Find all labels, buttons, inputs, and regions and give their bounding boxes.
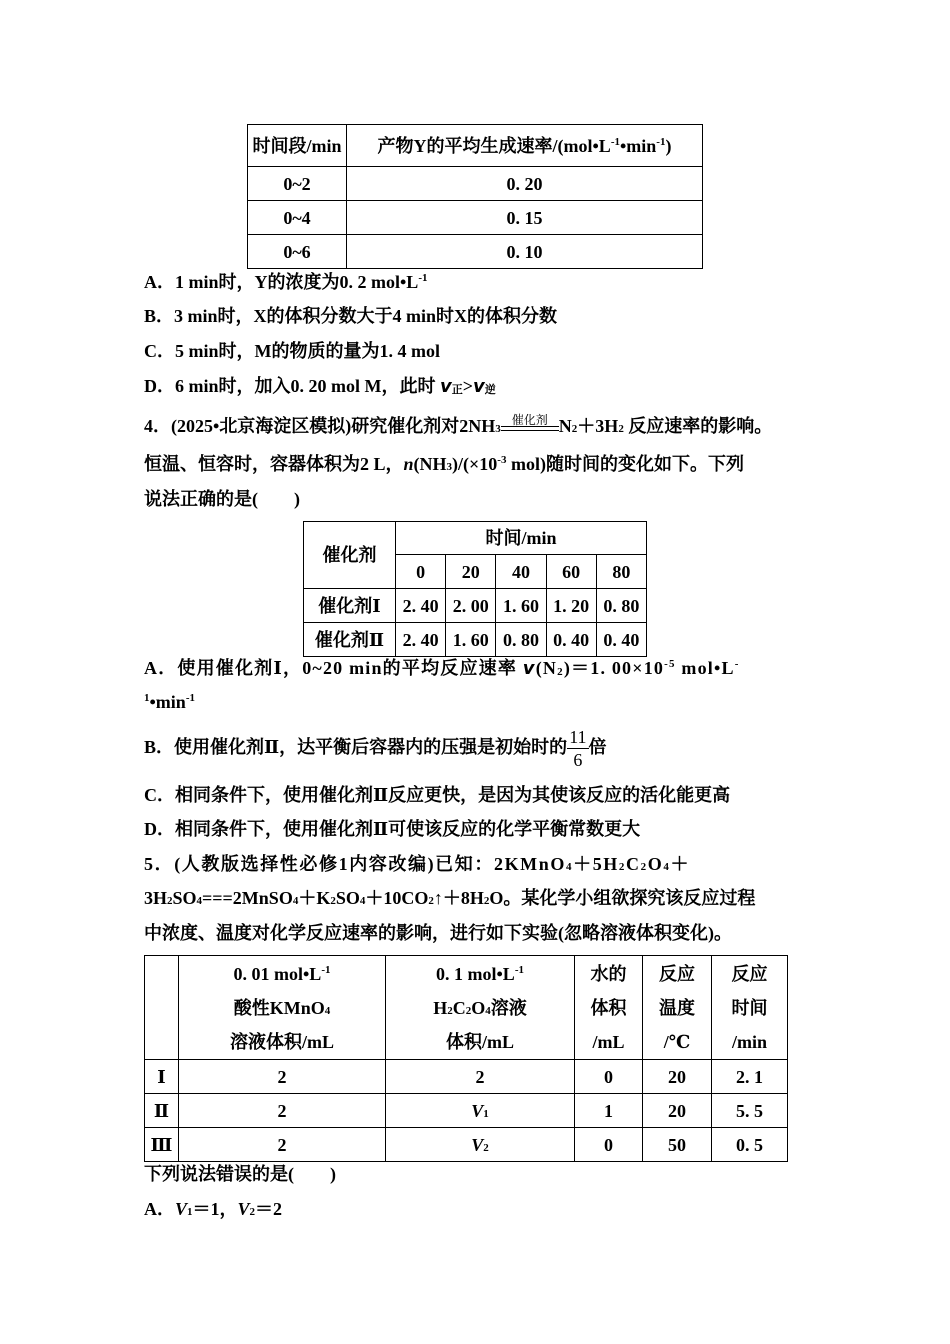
q4-option-a-line2: $^1•\min^{-1}$ — [144, 692, 195, 712]
q4-stem-line2: 恒温、恒容时，容器体积为2 L，$n(NH_3)/(\times 10^{-3}$ mol)随时间的变化如下。下列 — [144, 454, 744, 474]
time-cell: 20 — [446, 555, 496, 589]
table-cell — [145, 956, 179, 1060]
q4-stem-line1: 4．(2025•北京海淀区模拟)研究催化剂对$2NH_3$ 催化剂 $N_2+3H_2$ 反应速率的影响。 — [144, 412, 773, 436]
table-cell: 0~4 — [248, 201, 347, 235]
q4-option-c: C．相同条件下，使用催化剂Ⅱ反应更快，是因为其使该反应的活化能更高 — [144, 785, 731, 805]
rate-table-header-rate: 产物Y的平均生成速率$/(mol•L^{-1}•\min^{-1})$ — [347, 125, 703, 167]
q5-question: 下列说法错误的是( ) — [144, 1164, 336, 1184]
table-cell: 20 — [643, 1094, 712, 1128]
table-cell: 2. 40 — [396, 589, 446, 623]
table-cell: 20 — [643, 1060, 712, 1094]
table-cell: 2 — [386, 1060, 575, 1094]
h2c2o4-header: 0. 1 $mol•L^{-1}$ $H_2C_2O_4$溶液 体积/mL — [386, 956, 575, 1060]
catalyst-table — [303, 521, 647, 657]
q5-option-a: A．$V_1=1$，$V_2=2$ — [144, 1199, 283, 1219]
table-cell: 0. 15 — [347, 201, 703, 235]
time-cell: 0 — [396, 555, 446, 589]
kmno4-header: 0. 01 $mol•L^{-1}$ 酸性KMnO$_4$ 溶液体积/mL — [179, 956, 386, 1060]
table-cell: 0. 40 — [596, 623, 646, 657]
table-cell: 2 — [179, 1060, 386, 1094]
table-cell: 2 — [179, 1094, 386, 1128]
q5-stem-line3: 中浓度、温度对化学反应速率的影响，进行如下实验(忽略溶液体积变化)。 — [144, 923, 732, 943]
q5-stem-line2: $3H_2SO_4===2MnSO_4+K_2SO_4+10CO_2↑+8H_2O$。某化学小组欲探究该反应过程 — [144, 888, 756, 908]
experiment-table — [144, 955, 788, 1162]
table-cell: 0. 80 — [596, 589, 646, 623]
table-cell: 50 — [643, 1128, 712, 1162]
table-cell: 0~2 — [248, 167, 347, 201]
table-row-label: Ⅰ — [145, 1060, 179, 1094]
q3-option-a: A．1 min时，Y的浓度为0. 2 $mol•L^{-1}$ — [144, 272, 428, 292]
table-cell: 0. 10 — [347, 235, 703, 269]
table-cell: 0. 40 — [546, 623, 596, 657]
table-cell: 1. 20 — [546, 589, 596, 623]
fraction: $\frac{11}{6}$ — [569, 727, 587, 771]
q4-option-d: D．相同条件下，使用催化剂Ⅱ可使该反应的化学平衡常数更大 — [144, 819, 641, 839]
table-cell: 0. 80 — [496, 623, 546, 657]
q3-option-d: D．6 min时，加入0. 20 mol M，此时 $v_正>v_逆$ — [144, 376, 496, 397]
q4-option-a-line1: A．使用催化剂Ⅰ，0~20 min的平均反应速率 $v(N_2)=1$. $00\times 10^{-5}$ mol•L- — [144, 658, 740, 679]
q3-option-c: C．5 min时，M的物质的量为1. 4 mol — [144, 341, 440, 361]
table-cell: 2. 00 — [446, 589, 496, 623]
table-row-label: Ⅱ — [145, 1094, 179, 1128]
table-cell: 0. 20 — [347, 167, 703, 201]
time-cell: 80 — [596, 555, 646, 589]
water-header: 水的 体积 /mL — [575, 956, 643, 1060]
table-cell: 1. 60 — [446, 623, 496, 657]
table-cell: 2 — [179, 1128, 386, 1162]
table-cell: 5. 5 — [712, 1094, 788, 1128]
table-cell: 0~6 — [248, 235, 347, 269]
catalyst-table-header: 催化剂 — [304, 522, 396, 589]
table-cell: 0 — [575, 1060, 643, 1094]
table-cell: 0. 5 — [712, 1128, 788, 1162]
q4-stem-line3: 说法正确的是( ) — [144, 489, 300, 509]
q5-stem-line1: 5．(人教版选择性必修1内容改编)已知：$2KMnO_4+5H_2C_2O_4+$ — [144, 854, 691, 874]
table-cell: 0 — [575, 1128, 643, 1162]
table-cell: 1 — [575, 1094, 643, 1128]
table-cell: 2. 1 — [712, 1060, 788, 1094]
time-header: 反应 时间 /min — [712, 956, 788, 1060]
table-row-label: 催化剂Ⅰ — [304, 589, 396, 623]
reversible-arrow-icon: 催化剂 — [501, 418, 559, 438]
time-cell: 40 — [496, 555, 546, 589]
time-cell: 60 — [546, 555, 596, 589]
table-cell: $V_1$ — [386, 1094, 575, 1128]
rate-table — [247, 124, 703, 269]
temp-header: 反应 温度 /℃ — [643, 956, 712, 1060]
table-cell: $V_2$ — [386, 1128, 575, 1162]
table-row-label: 催化剂Ⅱ — [304, 623, 396, 657]
time-header: 时间/min — [396, 522, 647, 555]
rate-table-header-time: 时间段/min — [248, 125, 347, 167]
q4-option-b: B．使用催化剂Ⅱ，达平衡后容器内的压强是初始时的 $\frac{11}{6}$ 倍 — [144, 727, 607, 771]
table-cell: 1. 60 — [496, 589, 546, 623]
q3-option-b: B．3 min时，X的体积分数大于4 min时X的体积分数 — [144, 306, 558, 326]
table-cell: 2. 40 — [396, 623, 446, 657]
table-row-label: Ⅲ — [145, 1128, 179, 1162]
